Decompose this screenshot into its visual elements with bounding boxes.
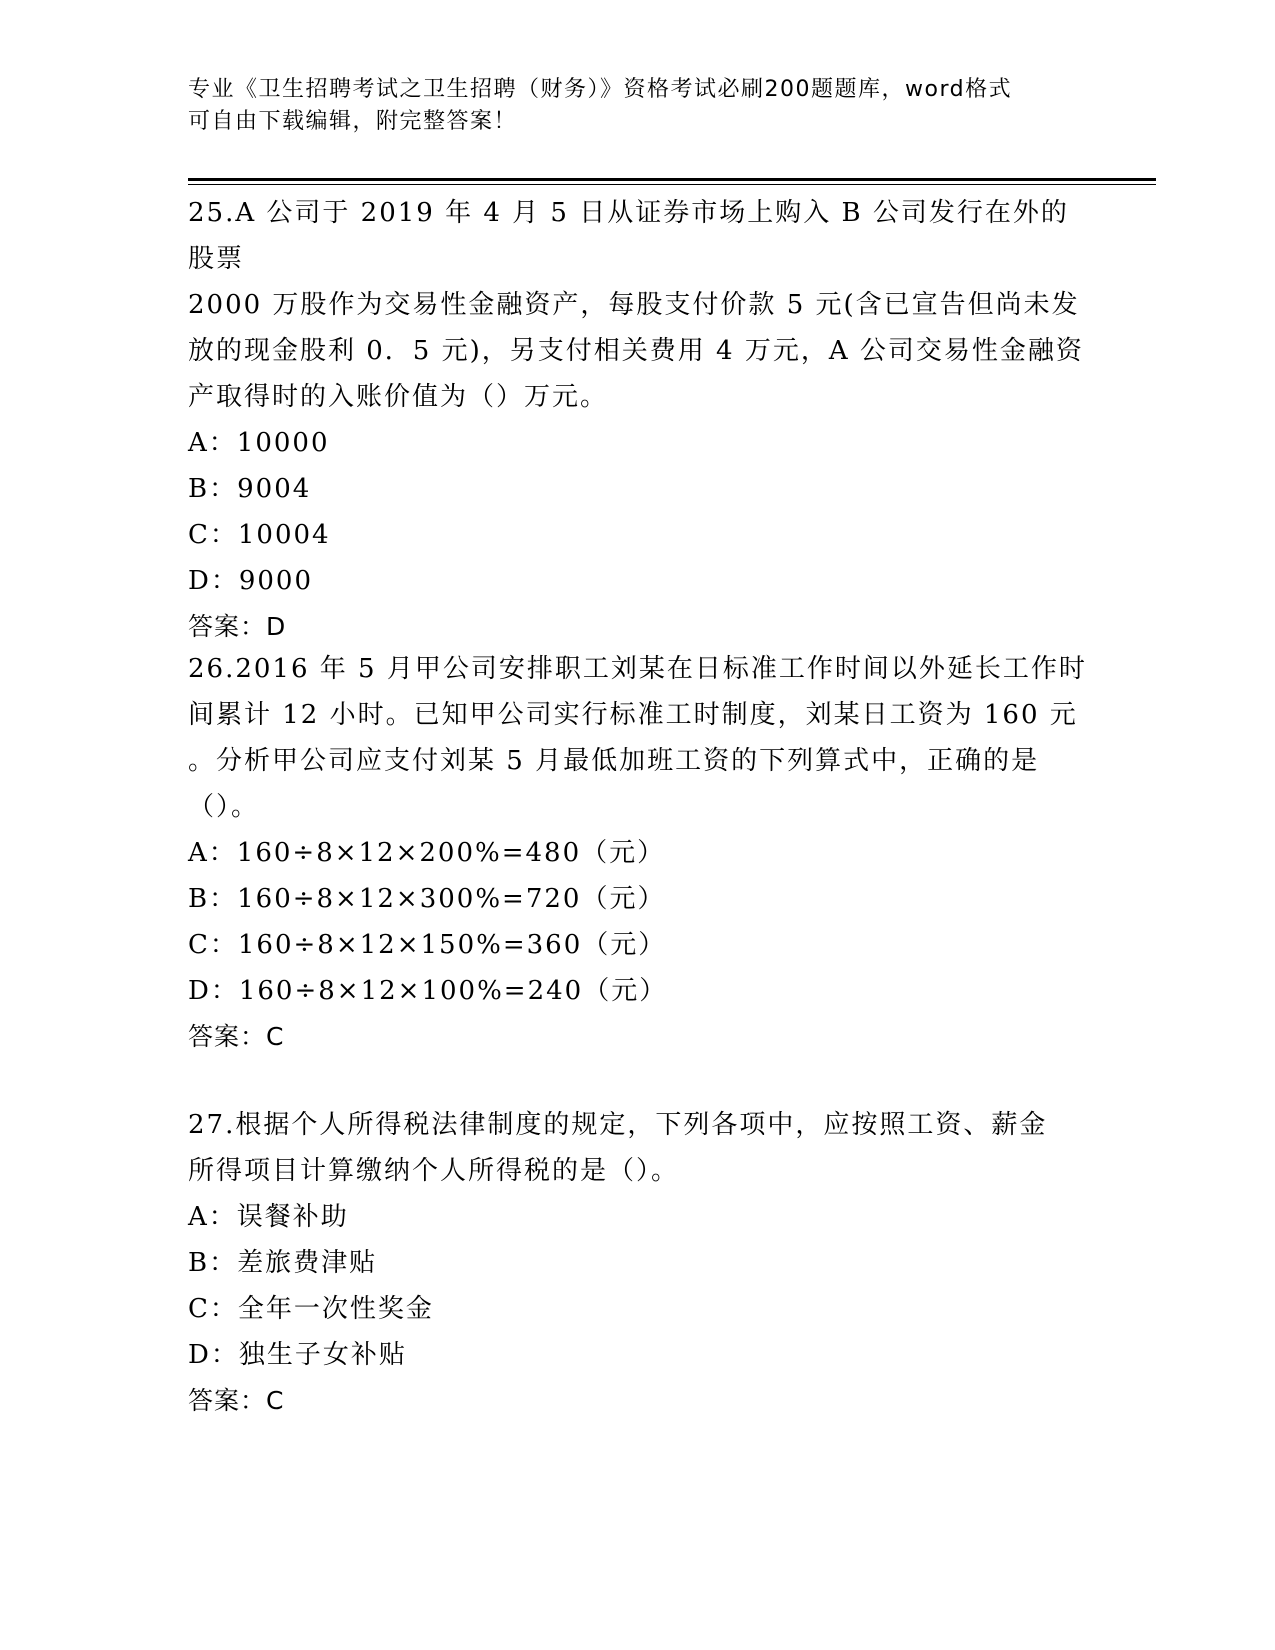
question-text-line: 。分析甲公司应支付刘某 5 月最低加班工资的下列算式中，正确的是: [188, 746, 1040, 776]
option-c: C：160÷8×12×150%=360（元）: [188, 930, 667, 960]
question-26: [188, 646, 1088, 1060]
option-a: A：10000: [188, 428, 330, 458]
document-header: [188, 74, 1088, 138]
option-d: D：9000: [188, 566, 314, 596]
option-c: C：10004: [188, 520, 331, 550]
question-27: [188, 1102, 1088, 1424]
header-rule-thin: [188, 184, 1156, 185]
option-d: D：独生子女补贴: [188, 1340, 407, 1370]
question-text-line: 放的现金股利 0．5 元)，另支付相关费用 4 万元，A 公司交易性金融资: [188, 336, 1084, 366]
question-text-line: 25.A 公司于 2019 年 4 月 5 日从证券市场上购入 B 公司发行在外的股票: [188, 198, 1069, 274]
question-text-line: 27.根据个人所得税法律制度的规定，下列各项中，应按照工资、薪金: [188, 1110, 1048, 1140]
question-text-line: 2000 万股作为交易性金融资产，每股支付价款 5 元(含已宣告但尚未发: [188, 290, 1080, 320]
question-text-line: 所得项目计算缴纳个人所得税的是（）。: [188, 1156, 680, 1186]
header-rule-thick: [188, 178, 1156, 181]
question-25: [188, 190, 1088, 650]
header-line-1: 专业《卫生招聘考试之卫生招聘（财务）》资格考试必刷200题题库，word格式: [188, 77, 1013, 102]
question-text-line: 26.2016 年 5 月甲公司安排职工刘某在日标准工作时间以外延长工作时: [188, 654, 1087, 684]
header-line-2: 可自由下载编辑，附完整答案！: [188, 109, 518, 134]
option-c: C：全年一次性奖金: [188, 1294, 434, 1324]
option-a: A：误餐补助: [188, 1202, 349, 1232]
answer-label: 答案：C: [188, 1022, 285, 1051]
option-b: B：9004: [188, 474, 312, 504]
answer-label: 答案：D: [188, 612, 287, 641]
question-text-line: 产取得时的入账价值为（）万元。: [188, 382, 609, 412]
option-a: A：160÷8×12×200%=480（元）: [188, 838, 666, 868]
question-text-line: 间累计 12 小时。已知甲公司实行标准工时制度，刘某日工资为 160 元: [188, 700, 1078, 730]
question-text-line: （）。: [188, 792, 260, 822]
option-b: B：差旅费津贴: [188, 1248, 378, 1278]
option-b: B：160÷8×12×300%=720（元）: [188, 884, 666, 914]
option-d: D：160÷8×12×100%=240（元）: [188, 976, 668, 1006]
answer-label: 答案：C: [188, 1386, 285, 1415]
